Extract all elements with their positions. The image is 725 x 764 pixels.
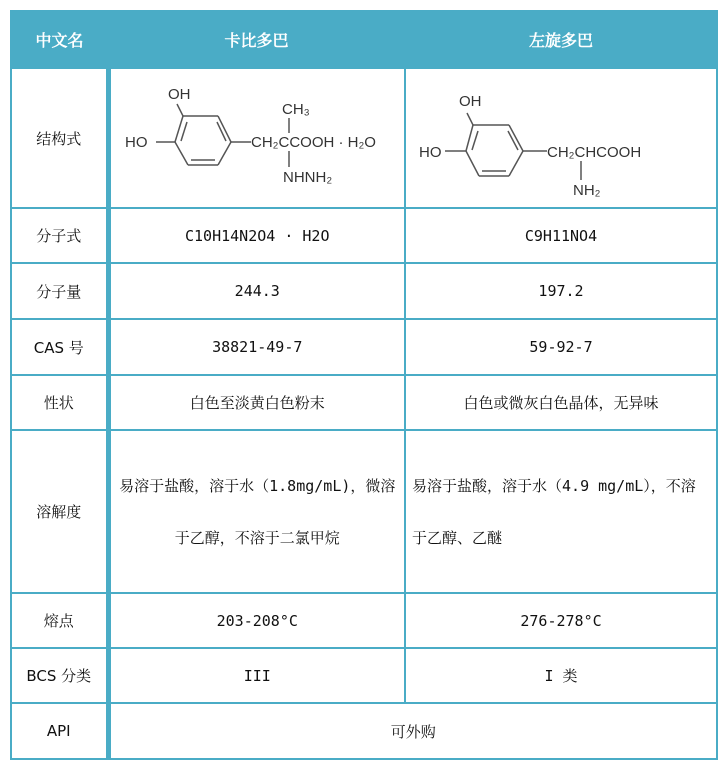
chain-label: CH₂CCOOH · H₂O xyxy=(250,134,376,151)
nhnh2-label: NHNH₂ xyxy=(282,169,332,186)
cell: 276-278°C xyxy=(405,593,717,648)
comparison-table xyxy=(10,10,718,760)
ho-label: HO xyxy=(419,144,442,161)
table-row xyxy=(11,648,717,703)
cell: 38821-49-7 xyxy=(108,319,405,375)
table-row xyxy=(11,430,717,593)
header-row xyxy=(11,11,717,68)
oh-label: OH xyxy=(459,93,482,110)
ho-label: HO xyxy=(124,134,148,151)
cell: 易溶于盐酸，溶于水（1.8mg/mL)，微溶于乙醇，不溶于二氯甲烷 xyxy=(108,430,405,593)
cell: I 类 xyxy=(405,648,717,703)
row-label: API xyxy=(11,703,108,759)
table-row xyxy=(11,68,717,208)
header-carbidopa: 卡比多巴 xyxy=(108,11,405,68)
oh-label: OH xyxy=(167,86,191,103)
cell: 白色至淡黄白色粉末 xyxy=(108,375,405,430)
cell: 白色或微灰白色晶体，无异味 xyxy=(405,375,717,430)
nh2-label: NH₂ xyxy=(573,182,601,199)
table-row xyxy=(11,319,717,375)
cell: C9H11NO4 xyxy=(405,208,717,263)
header-chinese-name: 中文名 xyxy=(11,11,108,68)
carbidopa-structure-diagram xyxy=(111,69,404,203)
carbidopa-structure xyxy=(108,68,405,208)
row-label: 结构式 xyxy=(11,68,108,208)
header-levodopa: 左旋多巴 xyxy=(405,11,717,68)
row-label: 性状 xyxy=(11,375,108,430)
cell: 易溶于盐酸，溶于水（4.9 mg/mL），不溶于乙醇、乙醚 xyxy=(405,430,717,593)
table-row xyxy=(11,208,717,263)
levodopa-structure-diagram xyxy=(407,69,715,203)
table-row xyxy=(11,375,717,430)
cell: 可外购 xyxy=(108,703,717,759)
row-label: 溶解度 xyxy=(11,430,108,593)
table-row xyxy=(11,703,717,759)
table-row xyxy=(11,263,717,319)
cell: 197.2 xyxy=(405,263,717,319)
row-label: CAS 号 xyxy=(11,319,108,375)
row-label: 熔点 xyxy=(11,593,108,648)
cell: 244.3 xyxy=(108,263,405,319)
cell: 203-208°C xyxy=(108,593,405,648)
ch3-label: CH₃ xyxy=(281,101,310,118)
row-label: 分子量 xyxy=(11,263,108,319)
cell: C10H14N2O4 · H2O xyxy=(108,208,405,263)
cell: III xyxy=(108,648,405,703)
chain-label: CH₂CHCOOH xyxy=(547,144,642,161)
row-label: BCS 分类 xyxy=(11,648,108,703)
row-label: 分子式 xyxy=(11,208,108,263)
levodopa-structure xyxy=(405,68,717,208)
table-row xyxy=(11,593,717,648)
cell: 59-92-7 xyxy=(405,319,717,375)
